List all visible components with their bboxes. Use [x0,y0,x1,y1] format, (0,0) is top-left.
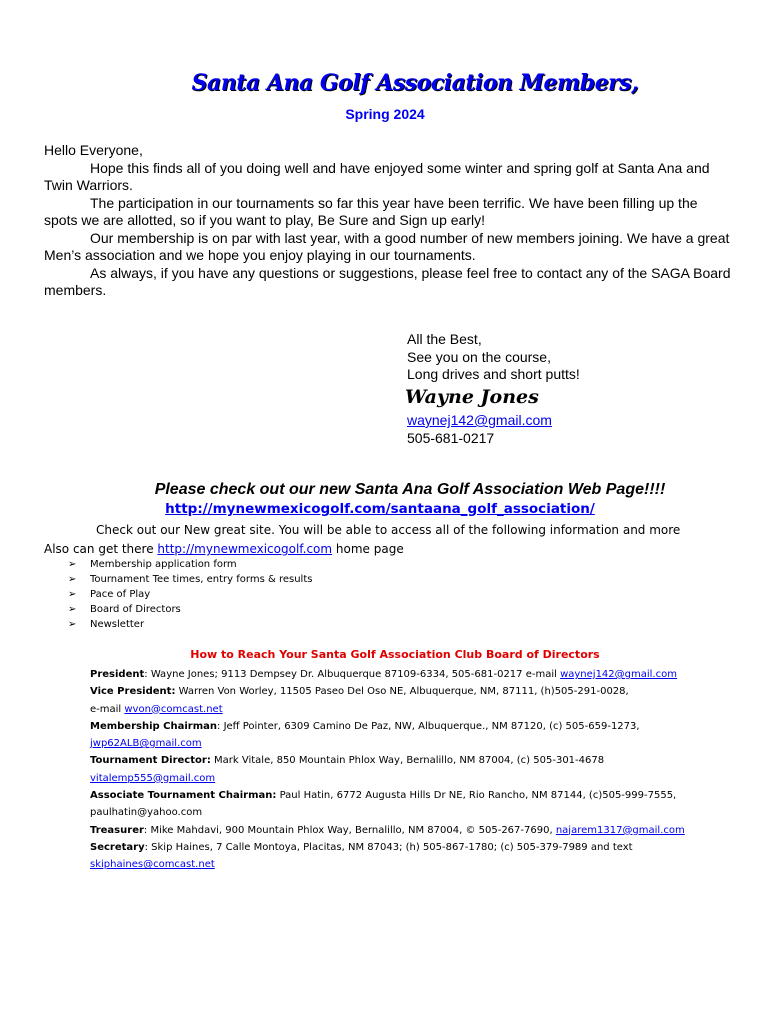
board-member-president: President: Wayne Jones; 9113 Dempsey Dr. Albuquerque 87109-6334, 505-681-0217 e-mail waynej142@gmail.com [90,669,677,680]
arrow-bullet-icon: ➢ [68,559,77,570]
board-member-secretary: Secretary: Skip Haines, 7 Calle Montoya, Placitas, NM 87043; (h) 505-867-1780; (c) 505-379-7989 and text [90,841,633,853]
website-headline: Please check out our new Santa Ana Golf Association Web Page!!!! [154,481,666,498]
membership-chairman-email-link[interactable]: jwp62ALB@gmail.com [90,738,202,750]
treasurer-email-link[interactable]: najarem1317@gmail.com [555,824,685,836]
signer-email-link[interactable]: waynej142@gmail.com [407,412,552,428]
board-member-membership-chairman: Membership Chairman: Jeff Pointer, 6309 Camino De Paz, NW, Albuquerque., NM 87120, (c) 505-659-1273, [90,720,640,732]
signature: Wayne Jones [405,386,539,408]
board-member-associate-tournament-chairman: Associate Tournament Chairman: Paul Hatin, 6772 Augusta Hills Dr NE, Rio Rancho, NM 87144, (c)505-999-7555, [90,790,677,802]
secretary-email-link[interactable]: skiphaines@comcast.net [90,859,215,871]
website-url-link[interactable]: http://mynewmexicogolf.com/santaana_golf_association/ [165,501,595,517]
president-email-link[interactable]: waynej142@gmail.com [560,669,677,680]
letter-body [44,142,734,300]
board-directory-title: How to Reach Your Santa Golf Association Club Board of Directors [190,648,600,661]
letter-closing [407,331,580,384]
list-item: ➢ Membership application form [68,559,237,570]
arrow-bullet-icon: ➢ [68,589,77,600]
arrow-bullet-icon: ➢ [68,604,77,615]
home-page-link[interactable]: http://mynewmexicogolf.com [157,542,333,556]
arrow-bullet-icon: ➢ [68,619,77,630]
letter-paragraph: Our membership is on par with last year, with a good number of new members joining. We have a great Men’s association and we hope you enjoy playing in our tournaments. [44,229,730,263]
website-feature-list [68,557,312,632]
list-item: ➢ Pace of Play [68,589,151,600]
board-member-vice-president: Vice President: Warren Von Worley, 11505 Paseo Del Oso NE, Albuquerque, NM, 87111, (h)505-291-0028, [90,686,629,698]
newsletter-title: Santa Ana Golf Association Members, [191,70,639,96]
closing-line: Long drives and short putts! [407,366,580,382]
board-directory: President: Wayne Jones; 9113 Dempsey Dr. Albuquerque 87109-6334, 505-681-0217 e-mail waynej142@gmail.com Vice President: Warren Von Worley, 11505 Paseo Del Oso NE, Albuquerque, NM, 87111, (h)505-291-0028, e-mail wvon@comcast.net Membership Chairman: Jeff Pointer, 6309 Camino De Paz, NW, Albuquerque., NM 87120, (c) 505-659-1273, jwp62ALB@gmail.com Tournament Director: Mark Vitale, 850 Mountain Phlox Way, Bernalillo, NM 87004, (c) 505-301-4678 vitalemp555@gmail.com Associate Tournament Chairman: Paul Hatin, 6772 Augusta Hills Dr NE, Rio Rancho, NM 87144, (c)505-999-7555, paulhatin@yahoo.com Treasurer: Mike Mahdavi, 900 Mountain Phlox Way, Bernalillo, NM 87004, © 505-267-7690, najarem1317@gmail.com Secretary: Skip Haines, 7 Calle Montoya, Placitas, NM 87043; (h) 505-867-1780; (c) 505-379-7989 and text skiphaines@comcast.net [90,666,750,874]
list-item: ➢ Newsletter [68,619,145,630]
signer-phone: 505-681-0217 [407,429,495,446]
associate-tournament-chairman-email: paulhatin@yahoo.com [90,807,203,819]
board-member-tournament-director: Tournament Director: Mark Vitale, 850 Mountain Phlox Way, Bernalillo, NM 87004, (c) 505-301-4678 [90,755,605,767]
vice-president-email-link[interactable]: wvon@comcast.net [124,703,223,715]
signer-contact [407,412,552,447]
letter-paragraph: As always, if you have any questions or suggestions, please feel free to contact any of the SAGA Board members. [44,264,731,298]
website-description [44,521,734,559]
tournament-director-email-link[interactable]: vitalemp555@gmail.com [90,772,216,784]
letter-paragraph: Hope this finds all of you doing well and have enjoyed some winter and spring golf at Santa Ana and Twin Warriors. [44,159,710,193]
newsletter-subtitle: Spring 2024 [345,106,425,122]
letter-paragraph: The participation in our tournaments so far this year have been terrific. We have been filling up the spots we are allotted, so if you want to play, Be Sure and Sign up early! [44,194,698,228]
arrow-bullet-icon: ➢ [68,574,77,585]
closing-line: See you on the course, [407,348,551,365]
list-item: ➢ Board of Directors [68,604,181,615]
website-line: Check out our New great site. You will be able to access all of the following information and more [96,523,681,537]
board-member-treasurer: Treasurer: Mike Mahdavi, 900 Mountain Phlox Way, Bernalillo, NM 87004, © 505-267-7690, najarem1317@gmail.com [90,824,685,836]
list-item: ➢ Tournament Tee times, entry forms & results [68,574,313,585]
greeting: Hello Everyone, [44,142,143,158]
website-line: Also can get there http://mynewmexicogolf.com home page [44,542,404,556]
closing-line: All the Best, [407,331,482,347]
